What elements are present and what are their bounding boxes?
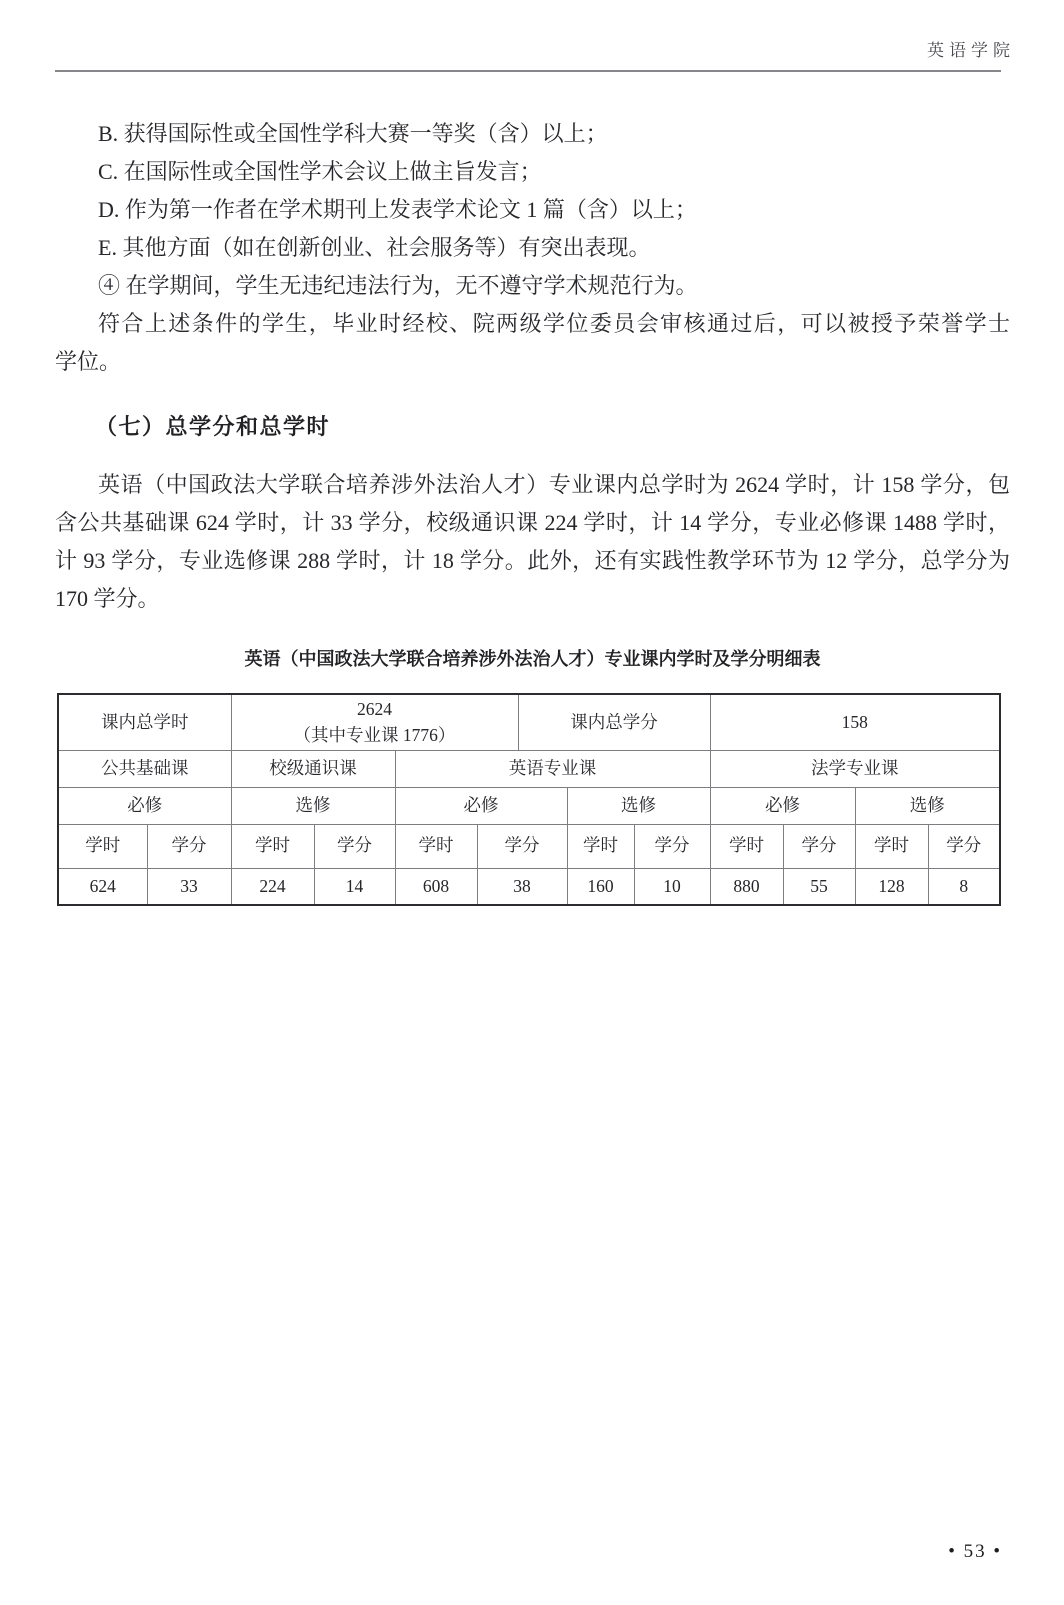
detail-paragraph-line-1: 英语（中国政法大学联合培养涉外法治人才）专业课内总学时为 2624 学时，计 158 学分，包 [98, 472, 1010, 497]
detail-paragraph [55, 466, 1010, 618]
page-content [55, 115, 1010, 906]
detail-paragraph-line-2: 含公共基础课 624 学时，计 33 学分，校级通识课 224 学时，计 14 学分，专业必修课 1488 学时， [55, 510, 1010, 535]
category-cell: 法学专业课 [710, 750, 1000, 787]
category-cell: 校级通识课 [231, 750, 395, 787]
values-row [58, 868, 1000, 905]
list-item-4: ④ 在学期间，学生无违纪违法行为，无不遵守学术规范行为。 [98, 273, 698, 298]
page-header-college: 英语学院 [927, 41, 1015, 60]
col-header-cell: 学时 [58, 824, 147, 868]
value-cell: 55 [783, 868, 855, 905]
col-header-cell: 学分 [783, 824, 855, 868]
total-hours-note: （其中专业课 1776） [293, 725, 456, 746]
col-header-cell: 学时 [395, 824, 477, 868]
value-cell: 10 [634, 868, 710, 905]
value-cell: 128 [855, 868, 928, 905]
detail-paragraph-line-4: 170 学分。 [55, 586, 160, 611]
total-credits-label: 课内总学分 [518, 694, 710, 750]
value-cell: 160 [567, 868, 634, 905]
value-cell: 33 [147, 868, 231, 905]
col-header-cell: 学分 [634, 824, 710, 868]
list-item-b: B. 获得国际性或全国性学科大赛一等奖（含）以上； [98, 121, 608, 146]
subtype-cell: 选修 [231, 787, 395, 824]
honor-paragraph-line-2: 学位。 [55, 349, 122, 374]
col-header-cell: 学分 [477, 824, 567, 868]
subtype-cell: 选修 [567, 787, 710, 824]
subtype-cell: 必修 [710, 787, 855, 824]
summary-row [58, 694, 1000, 750]
col-header-cell: 学时 [231, 824, 314, 868]
header-rule [55, 70, 1001, 72]
col-header-cell: 学分 [314, 824, 395, 868]
subtype-cell: 必修 [395, 787, 567, 824]
page-number: • 53 • [948, 1541, 1002, 1562]
col-header-cell: 学时 [855, 824, 928, 868]
total-hours-value: 2624 [357, 699, 392, 720]
value-cell: 14 [314, 868, 395, 905]
total-credits-value: 158 [710, 694, 1000, 750]
col-header-cell: 学分 [147, 824, 231, 868]
value-cell: 608 [395, 868, 477, 905]
category-cell: 英语专业课 [395, 750, 710, 787]
value-cell: 8 [928, 868, 1000, 905]
list-item-d: D. 作为第一作者在学术期刊上发表学术论文 1 篇（含）以上； [98, 197, 697, 222]
total-hours-label: 课内总学时 [58, 694, 231, 750]
list-item-e: E. 其他方面（如在创新创业、社会服务等）有突出表现。 [98, 235, 651, 260]
subtype-cell: 选修 [855, 787, 1000, 824]
category-row [58, 750, 1000, 787]
col-header-cell: 学时 [710, 824, 783, 868]
value-cell: 880 [710, 868, 783, 905]
table-title: 英语（中国政法大学联合培养涉外法治人才）专业课内学时及学分明细表 [244, 649, 821, 669]
col-header-cell: 学分 [928, 824, 1000, 868]
category-cell: 公共基础课 [58, 750, 231, 787]
value-cell: 38 [477, 868, 567, 905]
section-heading: （七）总学分和总学时 [95, 414, 331, 439]
column-header-row [58, 824, 1000, 868]
credit-hours-table [57, 693, 1001, 906]
detail-paragraph-line-3: 计 93 学分，专业选修课 288 学时，计 18 学分。此外，还有实践性教学环节为 12 学分，总学分为 [55, 548, 1010, 573]
col-header-cell: 学时 [567, 824, 634, 868]
value-cell: 224 [231, 868, 314, 905]
subtype-row [58, 787, 1000, 824]
honor-paragraph-line-1: 符合上述条件的学生，毕业时经校、院两级学位委员会审核通过后，可以被授予荣誉学士 [98, 311, 1010, 336]
value-cell: 624 [58, 868, 147, 905]
subtype-cell: 必修 [58, 787, 231, 824]
total-hours-value-cell [231, 694, 518, 750]
list-item-c: C. 在国际性或全国性学术会议上做主旨发言； [98, 159, 542, 184]
